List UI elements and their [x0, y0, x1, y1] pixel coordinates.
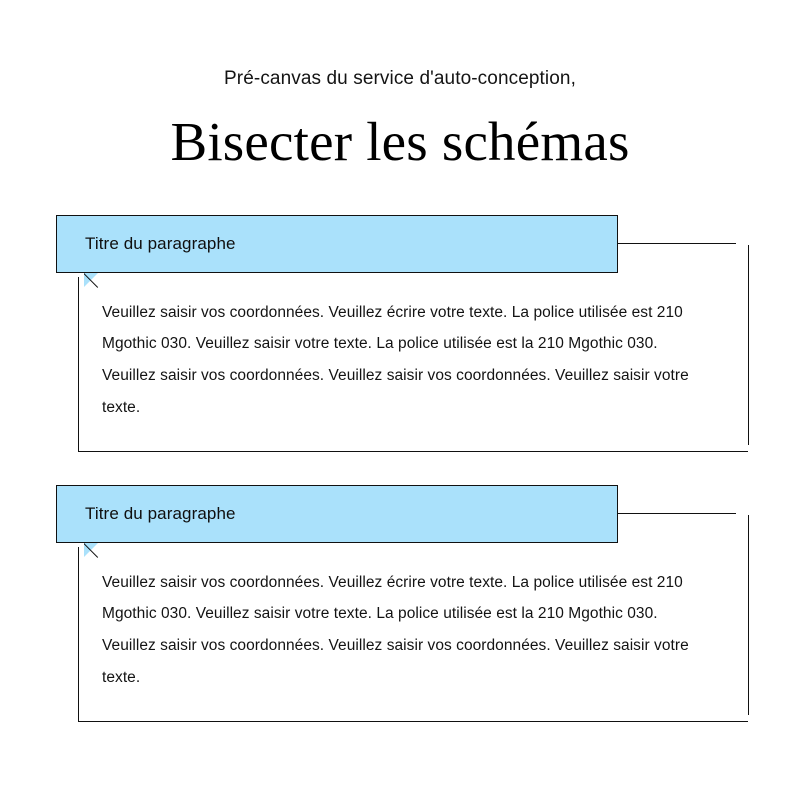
- sections-container: [0, 215, 800, 755]
- bottom-horizontal-rule: [78, 451, 748, 452]
- section-heading-banner: [56, 215, 618, 273]
- section-body-text: Veuillez saisir vos coordonnées. Veuillez écrire votre texte. La police utilisée est 210 Mgothic 030. Veuillez saisir votre texte. La police utilisée est la 210 Mgothic 030. Veuillez saisir vos coordonnées. Veuillez saisir vos coordonnées. Veuillez saisir votre texte.: [102, 303, 689, 416]
- right-vertical-rule: [748, 245, 749, 445]
- left-vertical-rule: [78, 277, 79, 452]
- document-eyebrow: Pré-canvas du service d'auto-conception,: [224, 68, 576, 89]
- bottom-horizontal-rule: [78, 721, 748, 722]
- right-vertical-rule: [748, 515, 749, 715]
- left-vertical-rule: [78, 547, 79, 722]
- section-body-text: Veuillez saisir vos coordonnées. Veuillez écrire votre texte. La police utilisée est 210 Mgothic 030. Veuillez saisir votre texte. La police utilisée est la 210 Mgothic 030. Veuillez saisir vos coordonnées. Veuillez saisir vos coordonnées. Veuillez saisir votre texte.: [102, 573, 689, 686]
- banner-tail-outline: [84, 543, 99, 558]
- connector-line: [618, 243, 736, 244]
- section-heading-label: Titre du paragraphe: [85, 233, 236, 253]
- connector-line: [618, 513, 736, 514]
- section-heading-banner: [56, 485, 618, 543]
- section-header: [0, 485, 800, 545]
- section-heading-label: Titre du paragraphe: [85, 503, 236, 523]
- section-header: [0, 215, 800, 275]
- banner-tail-outline: [84, 273, 99, 288]
- section-block: [0, 215, 800, 485]
- section-block: [0, 485, 800, 755]
- page-title: Bisecter les schémas: [170, 111, 630, 172]
